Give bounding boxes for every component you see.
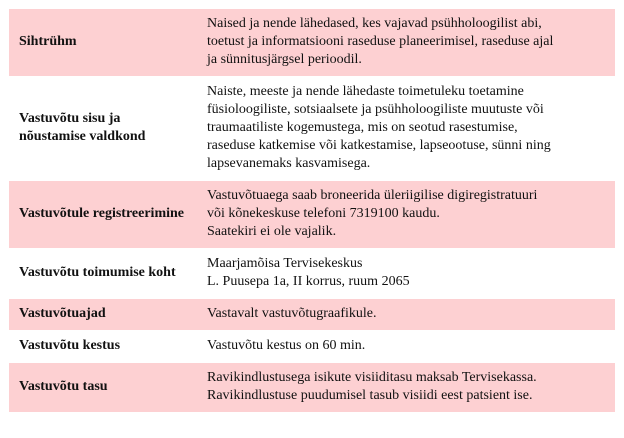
row-label: Vastuvõtuajad [9,299,197,331]
value-line: traumaatiliste kogemustega, mis on seotud rasestumise, [207,120,518,135]
row-label: Vastuvõtu tasu [9,363,197,413]
value-line: lapsevanemaks kasvamisega. [207,156,371,171]
value-line: ja sünnitusjärgsel perioodil. [207,52,362,67]
row-target-group [9,9,615,77]
row-service-content [9,77,615,181]
value-line: Naiste, meeste ja nende lähedaste toimetuleku toetamine [207,84,524,99]
value-line: või kõnekeskuse telefoni 7319100 kaudu. [207,206,440,221]
row-label: Vastuvõtule registreerimine [9,181,197,249]
row-fee [9,363,615,413]
value-line: Naised ja nende lähedased, kes vajavad psühholoogilist abi, [207,16,542,31]
row-value [197,77,615,181]
row-value [197,181,615,249]
info-table [9,9,615,413]
value-line: Vastuvõtu kestus on 60 min. [207,338,366,353]
value-line: Saatekiri ei ole vajalik. [207,224,337,239]
row-value [197,363,615,413]
row-reception-times [9,299,615,331]
row-label: Vastuvõtu kestus [9,331,197,363]
row-value [197,299,615,331]
row-location [9,249,615,299]
row-value [197,9,615,77]
value-line: Vastavalt vastuvõtugraafikule. [207,306,377,321]
value-line: Vastuvõtuaega saab broneerida üleriigilise digiregistratuuri [207,188,538,203]
row-label: Vastuvõtu toimumise koht [9,249,197,299]
row-label: Vastuvõtu sisu ja nõustamise valdkond [9,77,197,181]
row-label: Sihtrühm [9,9,197,77]
value-line: Ravikindlustusega isikute visiiditasu maksab Tervisekassa. [207,370,537,385]
value-line: toetust ja informatsiooni raseduse planeerimisel, raseduse ajal [207,34,554,49]
row-registration [9,181,615,249]
value-line: L. Puusepa 1a, II korrus, ruum 2065 [207,274,410,289]
value-line: raseduse katkemise või katkestamise, lapseootuse, sünni ning [207,138,551,153]
row-value [197,331,615,363]
row-duration [9,331,615,363]
value-line: Ravikindlustuse puudumisel tasub visiidi eest patsient ise. [207,388,533,403]
value-line: füsioloogiliste, sotsiaalsete ja psühholoogiliste muutuste või [207,102,544,117]
row-value [197,249,615,299]
value-line: Maarjamõisa Tervisekeskus [207,256,363,271]
